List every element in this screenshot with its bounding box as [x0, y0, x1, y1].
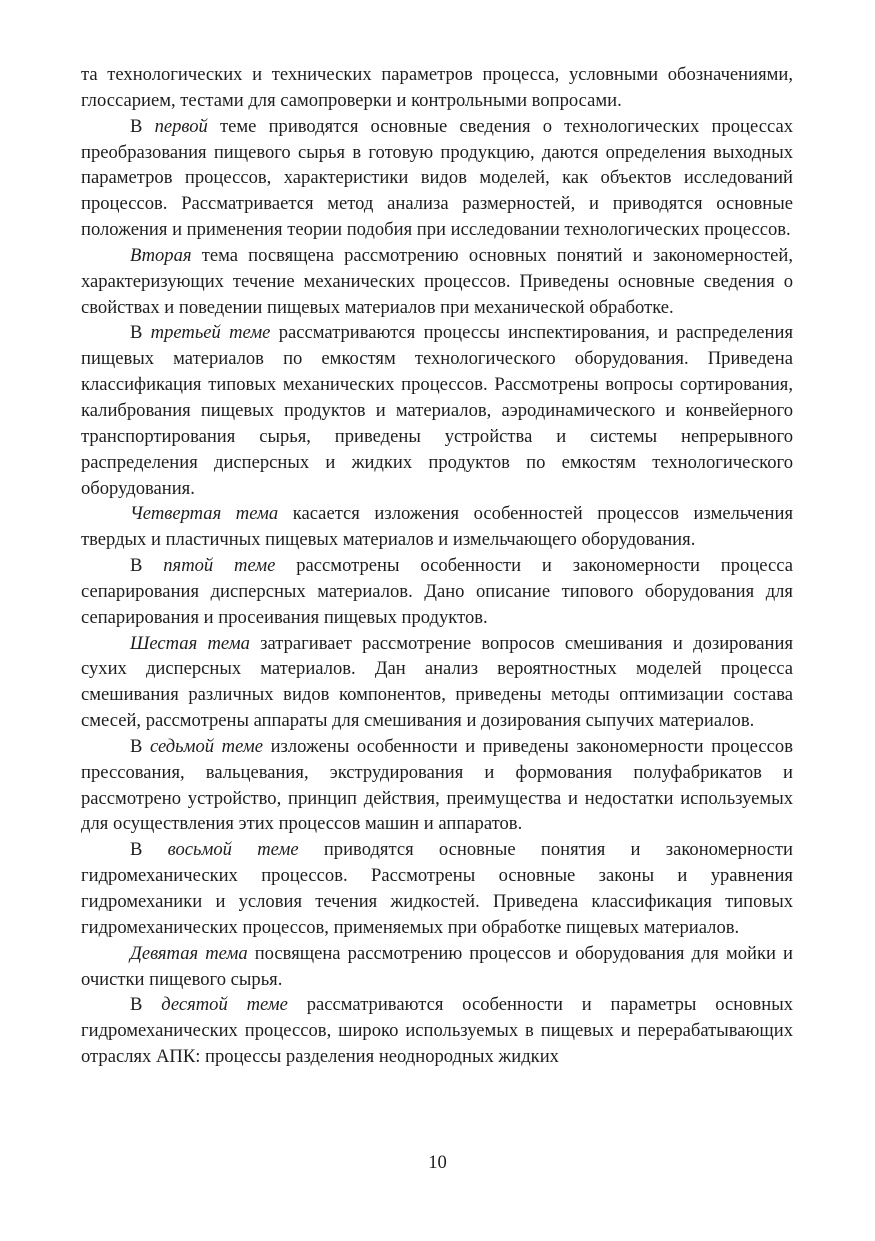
paragraph-2: [81, 114, 793, 243]
paragraph-3-text: тема посвящена рассмотрению основных понятий и закономерностей, характеризующих течение механических процессов. Приведены основные сведения о свойствах и поведении пищевых материалов при механической обработке.: [81, 244, 793, 318]
paragraph-9-prefix: В: [130, 839, 168, 861]
paragraph-4-italic: третьей теме: [150, 322, 271, 344]
paragraph-3-italic: Вторая: [130, 244, 192, 266]
paragraph-9: [81, 837, 793, 940]
paragraph-10-italic: Девятая тема: [130, 942, 248, 964]
paragraph-5-italic: Четвертая тема: [130, 503, 279, 525]
paragraph-10-text: посвящена рассмотрению процессов и оборудования для мойки и очистки пищевого сырья.: [81, 942, 793, 990]
page-number: 10: [428, 1152, 447, 1173]
paragraph-7: [81, 631, 793, 734]
paragraph-7-italic: Шестая тема: [130, 632, 250, 654]
paragraph-2-italic: первой: [154, 115, 208, 137]
paragraph-11-italic: десятой теме: [161, 994, 288, 1016]
paragraph-4-prefix: В: [130, 322, 151, 344]
paragraph-8-italic: седьмой теме: [149, 735, 264, 757]
paragraph-4: [81, 320, 793, 501]
paragraph-10: [81, 941, 793, 993]
paragraph-11-text: рассматриваются особенности и параметры основных гидромеханических процессов, широко используемых в пищевых и перерабатывающих отраслях АПК: процессы разделения неоднородных жидких: [81, 994, 794, 1068]
paragraph-1-text: та технологических и технических параметров процесса, условными обозначениями, глоссарием, тестами для самопроверки и контрольными вопросами.: [81, 64, 793, 111]
paragraph-3: [81, 243, 793, 321]
paragraph-6-italic: пятой теме: [163, 555, 276, 577]
paragraph-6: [81, 553, 793, 631]
paragraph-5: [81, 501, 793, 553]
paragraph-9-italic: восьмой теме: [167, 839, 299, 861]
paragraph-6-text: рассмотрены особенности и закономерности процесса сепарирования дисперсных материалов. Дано описание типового оборудования для сепарирования и просеивания пищевых продуктов.: [81, 555, 793, 628]
paragraph-2-prefix: В: [130, 115, 155, 137]
paragraph-9-text: приводятся основные понятия и закономерности гидромеханических процессов. Рассмотрены основные законы и уравнения гидромеханики и условия течения жидкостей. Приведена классификация типовых гидромеханических процессов, применяемых при обработке пищевых материалов.: [81, 839, 793, 938]
paragraph-7-text: затрагивает рассмотрение вопросов смешивания и дозирования сухих дисперсных материалов. Дан анализ вероятностных моделей процесса смешивания различных видов компонентов, приведены методы оптимизации состава смесей, рассмотрены аппараты для смешивания и дозирования сыпучих материалов.: [81, 632, 793, 732]
paragraph-8: [81, 734, 793, 837]
paragraph-1: [81, 62, 793, 114]
paragraph-8-text: изложены особенности и приведены закономерности процессов прессования, вальцевания, экструдирования и формования полуфабрикатов и рассмотрено устройство, принцип действия, преимущества и недостатки используемых для осуществления этих процессов машин и аппаратов.: [81, 735, 793, 835]
paragraph-2-text: теме приводятся основные сведения о технологических процессах преобразования пищевого сырья в готовую продукцию, даются определения выходных параметров процессов, характеристики видов моделей, как объектов исследований процессов. Рассматривается метод анализа размерностей, и приводятся основные положения и применения теории подобия при исследовании технологических процессов.: [81, 115, 793, 241]
document-page: [81, 62, 793, 1070]
paragraph-8-prefix: В: [130, 735, 150, 757]
paragraph-11: [81, 992, 793, 1070]
paragraph-4-text: рассматриваются процессы инспектирования, и распределения пищевых материалов по емкостям технологического оборудования. Приведена классификация типовых механических процессов. Рассмотрены вопросы сортирования, калибрования пищевых продуктов и материалов, аэродинамического и конвейерного транспортирования сырья, приведены устройства и системы непрерывного распределения дисперсных и жидких продуктов по емкостям технологического оборудования.: [81, 322, 793, 499]
paragraph-5-text: касается изложения особенностей процессов измельчения твердых и пластичных пищевых материалов и измельчающего оборудования.: [81, 503, 794, 551]
paragraph-11-prefix: В: [130, 994, 162, 1016]
paragraph-6-prefix: В: [130, 555, 164, 577]
